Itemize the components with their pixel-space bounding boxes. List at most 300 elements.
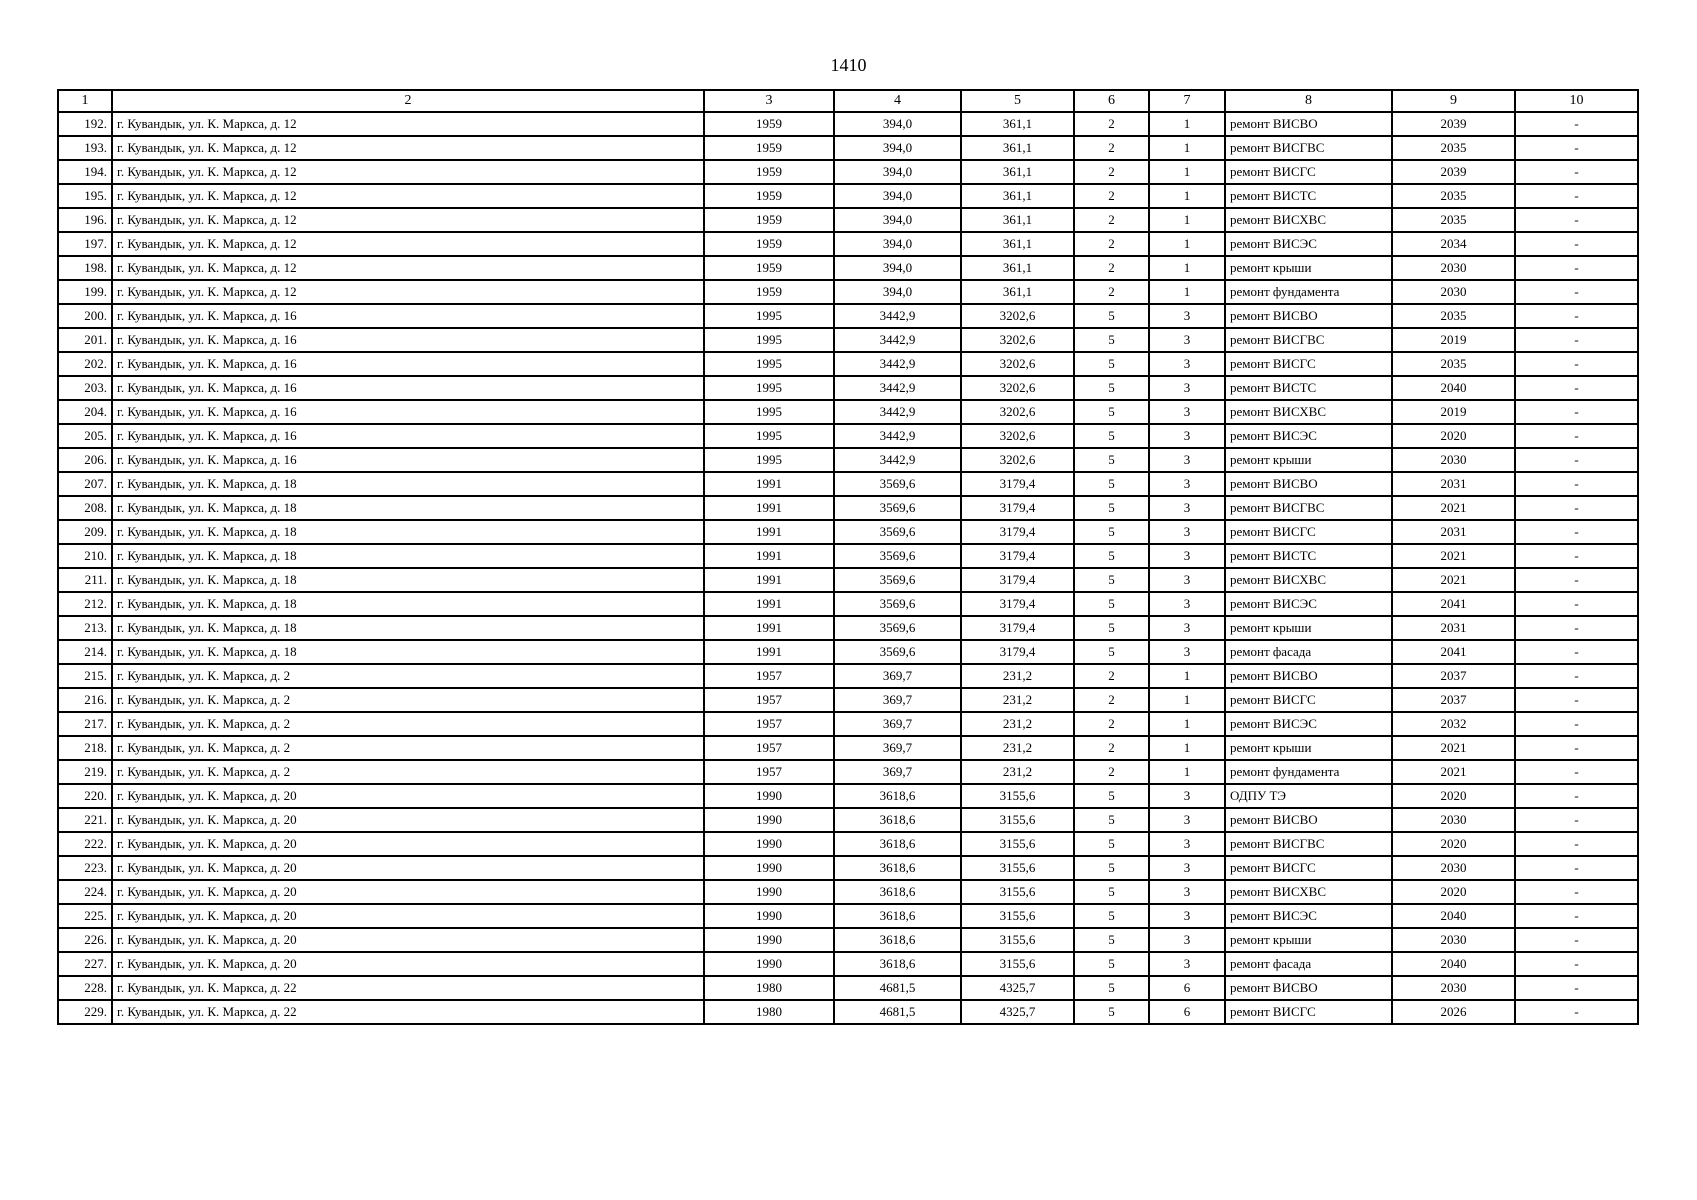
living-area-cell: 3155,6 xyxy=(961,904,1074,928)
total-area-cell: 3569,6 xyxy=(834,496,961,520)
table-row xyxy=(58,352,1638,376)
year-cell: 1995 xyxy=(704,448,834,472)
planned-year-cell: 2020 xyxy=(1392,880,1515,904)
work-type-cell: ремонт ВИСТС xyxy=(1225,376,1392,400)
planned-year-cell: 2034 xyxy=(1392,232,1515,256)
floors-cell: 5 xyxy=(1074,976,1149,1000)
table-row xyxy=(58,616,1638,640)
floors-cell: 2 xyxy=(1074,160,1149,184)
table-row xyxy=(58,928,1638,952)
entrances-cell: 3 xyxy=(1149,544,1225,568)
work-type-cell: ремонт ВИСЭС xyxy=(1225,904,1392,928)
entrances-cell: 3 xyxy=(1149,952,1225,976)
row-number-cell: 216. xyxy=(58,688,112,712)
address-cell: г. Кувандык, ул. К. Маркса, д. 18 xyxy=(112,616,704,640)
note-cell: - xyxy=(1515,712,1638,736)
note-cell: - xyxy=(1515,424,1638,448)
address-cell: г. Кувандык, ул. К. Маркса, д. 2 xyxy=(112,736,704,760)
table-row xyxy=(58,904,1638,928)
floors-cell: 5 xyxy=(1074,904,1149,928)
planned-year-cell: 2035 xyxy=(1392,208,1515,232)
entrances-cell: 3 xyxy=(1149,880,1225,904)
entrances-cell: 1 xyxy=(1149,664,1225,688)
entrances-cell: 3 xyxy=(1149,448,1225,472)
year-cell: 1991 xyxy=(704,616,834,640)
floors-cell: 5 xyxy=(1074,928,1149,952)
total-area-cell: 3442,9 xyxy=(834,352,961,376)
floors-cell: 2 xyxy=(1074,256,1149,280)
table-row xyxy=(58,376,1638,400)
table-row xyxy=(58,136,1638,160)
work-type-cell: ремонт ВИСГС xyxy=(1225,1000,1392,1024)
total-area-cell: 3618,6 xyxy=(834,880,961,904)
row-number-cell: 214. xyxy=(58,640,112,664)
entrances-cell: 3 xyxy=(1149,808,1225,832)
row-number-cell: 198. xyxy=(58,256,112,280)
floors-cell: 5 xyxy=(1074,592,1149,616)
total-area-cell: 3618,6 xyxy=(834,856,961,880)
row-number-cell: 197. xyxy=(58,232,112,256)
work-type-cell: ремонт крыши xyxy=(1225,256,1392,280)
floors-cell: 5 xyxy=(1074,568,1149,592)
planned-year-cell: 2019 xyxy=(1392,328,1515,352)
total-area-cell: 369,7 xyxy=(834,760,961,784)
total-area-cell: 394,0 xyxy=(834,232,961,256)
year-cell: 1959 xyxy=(704,256,834,280)
floors-cell: 5 xyxy=(1074,448,1149,472)
note-cell: - xyxy=(1515,400,1638,424)
year-cell: 1991 xyxy=(704,568,834,592)
address-cell: г. Кувандык, ул. К. Маркса, д. 16 xyxy=(112,328,704,352)
note-cell: - xyxy=(1515,208,1638,232)
planned-year-cell: 2021 xyxy=(1392,736,1515,760)
table-row xyxy=(58,568,1638,592)
entrances-cell: 1 xyxy=(1149,280,1225,304)
year-cell: 1959 xyxy=(704,136,834,160)
table-row xyxy=(58,232,1638,256)
year-cell: 1991 xyxy=(704,496,834,520)
row-number-cell: 225. xyxy=(58,904,112,928)
note-cell: - xyxy=(1515,256,1638,280)
note-cell: - xyxy=(1515,304,1638,328)
living-area-cell: 3202,6 xyxy=(961,304,1074,328)
total-area-cell: 3618,6 xyxy=(834,832,961,856)
column-header-9: 9 xyxy=(1392,90,1515,112)
planned-year-cell: 2031 xyxy=(1392,472,1515,496)
work-type-cell: ремонт фасада xyxy=(1225,952,1392,976)
address-cell: г. Кувандык, ул. К. Маркса, д. 20 xyxy=(112,928,704,952)
living-area-cell: 3179,4 xyxy=(961,568,1074,592)
page-number: 1410 xyxy=(830,55,867,75)
address-cell: г. Кувандык, ул. К. Маркса, д. 12 xyxy=(112,184,704,208)
total-area-cell: 3569,6 xyxy=(834,616,961,640)
living-area-cell: 3202,6 xyxy=(961,448,1074,472)
table-row xyxy=(58,784,1638,808)
note-cell: - xyxy=(1515,736,1638,760)
row-number-cell: 211. xyxy=(58,568,112,592)
year-cell: 1957 xyxy=(704,736,834,760)
entrances-cell: 3 xyxy=(1149,328,1225,352)
entrances-cell: 3 xyxy=(1149,856,1225,880)
year-cell: 1959 xyxy=(704,232,834,256)
note-cell: - xyxy=(1515,592,1638,616)
year-cell: 1991 xyxy=(704,592,834,616)
row-number-cell: 193. xyxy=(58,136,112,160)
entrances-cell: 3 xyxy=(1149,568,1225,592)
table-row xyxy=(58,976,1638,1000)
address-cell: г. Кувандык, ул. К. Маркса, д. 18 xyxy=(112,472,704,496)
planned-year-cell: 2032 xyxy=(1392,712,1515,736)
table-row xyxy=(58,952,1638,976)
work-type-cell: ремонт ВИСХВС xyxy=(1225,208,1392,232)
year-cell: 1995 xyxy=(704,424,834,448)
table-row xyxy=(58,544,1638,568)
total-area-cell: 394,0 xyxy=(834,280,961,304)
address-cell: г. Кувандык, ул. К. Маркса, д. 16 xyxy=(112,376,704,400)
address-cell: г. Кувандык, ул. К. Маркса, д. 22 xyxy=(112,976,704,1000)
floors-cell: 2 xyxy=(1074,136,1149,160)
planned-year-cell: 2021 xyxy=(1392,568,1515,592)
entrances-cell: 1 xyxy=(1149,184,1225,208)
column-header-3: 3 xyxy=(704,90,834,112)
note-cell: - xyxy=(1515,496,1638,520)
entrances-cell: 3 xyxy=(1149,424,1225,448)
total-area-cell: 4681,5 xyxy=(834,1000,961,1024)
table-row xyxy=(58,472,1638,496)
year-cell: 1990 xyxy=(704,808,834,832)
note-cell: - xyxy=(1515,760,1638,784)
column-header-7: 7 xyxy=(1149,90,1225,112)
total-area-cell: 3618,6 xyxy=(834,928,961,952)
work-type-cell: ремонт ВИСЭС xyxy=(1225,712,1392,736)
note-cell: - xyxy=(1515,904,1638,928)
total-area-cell: 3618,6 xyxy=(834,904,961,928)
work-type-cell: ремонт ВИСТС xyxy=(1225,184,1392,208)
row-number-cell: 206. xyxy=(58,448,112,472)
planned-year-cell: 2040 xyxy=(1392,904,1515,928)
row-number-cell: 223. xyxy=(58,856,112,880)
total-area-cell: 394,0 xyxy=(834,184,961,208)
table-row xyxy=(58,448,1638,472)
table-row xyxy=(58,592,1638,616)
address-cell: г. Кувандык, ул. К. Маркса, д. 16 xyxy=(112,304,704,328)
total-area-cell: 394,0 xyxy=(834,256,961,280)
total-area-cell: 369,7 xyxy=(834,712,961,736)
floors-cell: 5 xyxy=(1074,616,1149,640)
floors-cell: 5 xyxy=(1074,496,1149,520)
living-area-cell: 3202,6 xyxy=(961,424,1074,448)
total-area-cell: 3442,9 xyxy=(834,448,961,472)
address-cell: г. Кувандык, ул. К. Маркса, д. 2 xyxy=(112,760,704,784)
living-area-cell: 4325,7 xyxy=(961,1000,1074,1024)
living-area-cell: 361,1 xyxy=(961,280,1074,304)
year-cell: 1957 xyxy=(704,712,834,736)
table-row xyxy=(58,808,1638,832)
entrances-cell: 3 xyxy=(1149,640,1225,664)
address-cell: г. Кувандык, ул. К. Маркса, д. 20 xyxy=(112,904,704,928)
work-type-cell: ремонт ВИСГС xyxy=(1225,856,1392,880)
column-header-4: 4 xyxy=(834,90,961,112)
entrances-cell: 3 xyxy=(1149,904,1225,928)
table-row xyxy=(58,184,1638,208)
entrances-cell: 3 xyxy=(1149,784,1225,808)
note-cell: - xyxy=(1515,184,1638,208)
planned-year-cell: 2021 xyxy=(1392,544,1515,568)
floors-cell: 5 xyxy=(1074,952,1149,976)
entrances-cell: 3 xyxy=(1149,304,1225,328)
note-cell: - xyxy=(1515,928,1638,952)
living-area-cell: 231,2 xyxy=(961,760,1074,784)
planned-year-cell: 2020 xyxy=(1392,832,1515,856)
floors-cell: 2 xyxy=(1074,208,1149,232)
floors-cell: 5 xyxy=(1074,304,1149,328)
work-type-cell: ремонт ВИСВО xyxy=(1225,976,1392,1000)
total-area-cell: 3442,9 xyxy=(834,424,961,448)
living-area-cell: 3202,6 xyxy=(961,400,1074,424)
total-area-cell: 3442,9 xyxy=(834,400,961,424)
living-area-cell: 3179,4 xyxy=(961,592,1074,616)
column-header-8: 8 xyxy=(1225,90,1392,112)
living-area-cell: 3202,6 xyxy=(961,376,1074,400)
work-type-cell: ремонт фундамента xyxy=(1225,280,1392,304)
total-area-cell: 394,0 xyxy=(834,208,961,232)
note-cell: - xyxy=(1515,832,1638,856)
entrances-cell: 3 xyxy=(1149,472,1225,496)
row-number-cell: 205. xyxy=(58,424,112,448)
note-cell: - xyxy=(1515,568,1638,592)
year-cell: 1959 xyxy=(704,280,834,304)
year-cell: 1980 xyxy=(704,976,834,1000)
planned-year-cell: 2039 xyxy=(1392,112,1515,136)
address-cell: г. Кувандык, ул. К. Маркса, д. 18 xyxy=(112,544,704,568)
total-area-cell: 369,7 xyxy=(834,736,961,760)
floors-cell: 5 xyxy=(1074,544,1149,568)
living-area-cell: 361,1 xyxy=(961,208,1074,232)
row-number-cell: 217. xyxy=(58,712,112,736)
year-cell: 1957 xyxy=(704,760,834,784)
floors-cell: 5 xyxy=(1074,328,1149,352)
floors-cell: 2 xyxy=(1074,688,1149,712)
table-row xyxy=(58,712,1638,736)
row-number-cell: 195. xyxy=(58,184,112,208)
row-number-cell: 202. xyxy=(58,352,112,376)
address-cell: г. Кувандык, ул. К. Маркса, д. 18 xyxy=(112,520,704,544)
year-cell: 1995 xyxy=(704,328,834,352)
year-cell: 1959 xyxy=(704,184,834,208)
planned-year-cell: 2030 xyxy=(1392,976,1515,1000)
year-cell: 1991 xyxy=(704,640,834,664)
row-number-cell: 201. xyxy=(58,328,112,352)
table-row xyxy=(58,328,1638,352)
planned-year-cell: 2037 xyxy=(1392,688,1515,712)
address-cell: г. Кувандык, ул. К. Маркса, д. 16 xyxy=(112,352,704,376)
year-cell: 1959 xyxy=(704,160,834,184)
note-cell: - xyxy=(1515,952,1638,976)
year-cell: 1957 xyxy=(704,664,834,688)
entrances-cell: 3 xyxy=(1149,400,1225,424)
living-area-cell: 3155,6 xyxy=(961,856,1074,880)
total-area-cell: 3442,9 xyxy=(834,328,961,352)
address-cell: г. Кувандык, ул. К. Маркса, д. 12 xyxy=(112,280,704,304)
entrances-cell: 1 xyxy=(1149,160,1225,184)
address-cell: г. Кувандык, ул. К. Маркса, д. 2 xyxy=(112,664,704,688)
table-row xyxy=(58,304,1638,328)
planned-year-cell: 2030 xyxy=(1392,856,1515,880)
note-cell: - xyxy=(1515,1000,1638,1024)
address-cell: г. Кувандык, ул. К. Маркса, д. 12 xyxy=(112,112,704,136)
planned-year-cell: 2041 xyxy=(1392,640,1515,664)
total-area-cell: 394,0 xyxy=(834,136,961,160)
note-cell: - xyxy=(1515,232,1638,256)
planned-year-cell: 2037 xyxy=(1392,664,1515,688)
note-cell: - xyxy=(1515,520,1638,544)
entrances-cell: 1 xyxy=(1149,736,1225,760)
address-cell: г. Кувандык, ул. К. Маркса, д. 20 xyxy=(112,832,704,856)
total-area-cell: 3569,6 xyxy=(834,640,961,664)
row-number-cell: 203. xyxy=(58,376,112,400)
year-cell: 1990 xyxy=(704,856,834,880)
living-area-cell: 361,1 xyxy=(961,256,1074,280)
note-cell: - xyxy=(1515,472,1638,496)
planned-year-cell: 2031 xyxy=(1392,616,1515,640)
header-row xyxy=(58,90,1638,112)
work-type-cell: ремонт крыши xyxy=(1225,448,1392,472)
floors-cell: 2 xyxy=(1074,184,1149,208)
living-area-cell: 3155,6 xyxy=(961,808,1074,832)
living-area-cell: 3179,4 xyxy=(961,616,1074,640)
living-area-cell: 3155,6 xyxy=(961,952,1074,976)
table-row xyxy=(58,832,1638,856)
capital-repair-table xyxy=(57,89,1639,1025)
living-area-cell: 3155,6 xyxy=(961,880,1074,904)
table-row xyxy=(58,496,1638,520)
row-number-cell: 226. xyxy=(58,928,112,952)
living-area-cell: 3179,4 xyxy=(961,640,1074,664)
row-number-cell: 221. xyxy=(58,808,112,832)
total-area-cell: 369,7 xyxy=(834,688,961,712)
work-type-cell: ремонт ВИСГВС xyxy=(1225,136,1392,160)
entrances-cell: 3 xyxy=(1149,376,1225,400)
work-type-cell: ремонт ВИСВО xyxy=(1225,664,1392,688)
address-cell: г. Кувандык, ул. К. Маркса, д. 2 xyxy=(112,712,704,736)
planned-year-cell: 2041 xyxy=(1392,592,1515,616)
note-cell: - xyxy=(1515,448,1638,472)
floors-cell: 2 xyxy=(1074,664,1149,688)
row-number-cell: 207. xyxy=(58,472,112,496)
row-number-cell: 204. xyxy=(58,400,112,424)
note-cell: - xyxy=(1515,376,1638,400)
living-area-cell: 231,2 xyxy=(961,712,1074,736)
planned-year-cell: 2020 xyxy=(1392,784,1515,808)
entrances-cell: 3 xyxy=(1149,496,1225,520)
address-cell: г. Кувандык, ул. К. Маркса, д. 16 xyxy=(112,448,704,472)
living-area-cell: 231,2 xyxy=(961,664,1074,688)
work-type-cell: ремонт ВИСХВС xyxy=(1225,568,1392,592)
work-type-cell: ремонт ВИСЭС xyxy=(1225,424,1392,448)
floors-cell: 2 xyxy=(1074,712,1149,736)
note-cell: - xyxy=(1515,640,1638,664)
total-area-cell: 369,7 xyxy=(834,664,961,688)
living-area-cell: 3202,6 xyxy=(961,352,1074,376)
table-row xyxy=(58,112,1638,136)
floors-cell: 5 xyxy=(1074,424,1149,448)
entrances-cell: 1 xyxy=(1149,136,1225,160)
total-area-cell: 3618,6 xyxy=(834,808,961,832)
year-cell: 1980 xyxy=(704,1000,834,1024)
row-number-cell: 200. xyxy=(58,304,112,328)
entrances-cell: 3 xyxy=(1149,928,1225,952)
table-row xyxy=(58,640,1638,664)
total-area-cell: 3569,6 xyxy=(834,520,961,544)
work-type-cell: ремонт ВИСТС xyxy=(1225,544,1392,568)
note-cell: - xyxy=(1515,136,1638,160)
row-number-cell: 224. xyxy=(58,880,112,904)
year-cell: 1990 xyxy=(704,784,834,808)
table-row xyxy=(58,856,1638,880)
year-cell: 1990 xyxy=(704,952,834,976)
floors-cell: 5 xyxy=(1074,376,1149,400)
entrances-cell: 1 xyxy=(1149,232,1225,256)
note-cell: - xyxy=(1515,808,1638,832)
living-area-cell: 3179,4 xyxy=(961,544,1074,568)
planned-year-cell: 2039 xyxy=(1392,160,1515,184)
address-cell: г. Кувандык, ул. К. Маркса, д. 12 xyxy=(112,232,704,256)
row-number-cell: 220. xyxy=(58,784,112,808)
living-area-cell: 361,1 xyxy=(961,136,1074,160)
note-cell: - xyxy=(1515,352,1638,376)
work-type-cell: ремонт ВИСХВС xyxy=(1225,880,1392,904)
work-type-cell: ремонт ВИСВО xyxy=(1225,472,1392,496)
floors-cell: 5 xyxy=(1074,640,1149,664)
table-body xyxy=(58,112,1638,1024)
living-area-cell: 231,2 xyxy=(961,736,1074,760)
floors-cell: 5 xyxy=(1074,1000,1149,1024)
work-type-cell: ремонт ВИСЭС xyxy=(1225,232,1392,256)
note-cell: - xyxy=(1515,880,1638,904)
address-cell: г. Кувандык, ул. К. Маркса, д. 18 xyxy=(112,592,704,616)
floors-cell: 5 xyxy=(1074,472,1149,496)
column-header-6: 6 xyxy=(1074,90,1149,112)
floors-cell: 5 xyxy=(1074,856,1149,880)
year-cell: 1990 xyxy=(704,904,834,928)
address-cell: г. Кувандык, ул. К. Маркса, д. 12 xyxy=(112,208,704,232)
column-header-10: 10 xyxy=(1515,90,1638,112)
work-type-cell: ремонт ВИСВО xyxy=(1225,304,1392,328)
address-cell: г. Кувандык, ул. К. Маркса, д. 18 xyxy=(112,568,704,592)
work-type-cell: ремонт крыши xyxy=(1225,736,1392,760)
planned-year-cell: 2019 xyxy=(1392,400,1515,424)
year-cell: 1995 xyxy=(704,376,834,400)
living-area-cell: 361,1 xyxy=(961,112,1074,136)
planned-year-cell: 2026 xyxy=(1392,1000,1515,1024)
address-cell: г. Кувандык, ул. К. Маркса, д. 16 xyxy=(112,400,704,424)
entrances-cell: 1 xyxy=(1149,712,1225,736)
entrances-cell: 1 xyxy=(1149,256,1225,280)
note-cell: - xyxy=(1515,976,1638,1000)
entrances-cell: 1 xyxy=(1149,688,1225,712)
entrances-cell: 3 xyxy=(1149,616,1225,640)
total-area-cell: 394,0 xyxy=(834,160,961,184)
floors-cell: 5 xyxy=(1074,880,1149,904)
total-area-cell: 4681,5 xyxy=(834,976,961,1000)
planned-year-cell: 2035 xyxy=(1392,352,1515,376)
year-cell: 1959 xyxy=(704,112,834,136)
table-row xyxy=(58,280,1638,304)
row-number-cell: 213. xyxy=(58,616,112,640)
planned-year-cell: 2040 xyxy=(1392,952,1515,976)
living-area-cell: 3179,4 xyxy=(961,496,1074,520)
address-cell: г. Кувандык, ул. К. Маркса, д. 20 xyxy=(112,880,704,904)
